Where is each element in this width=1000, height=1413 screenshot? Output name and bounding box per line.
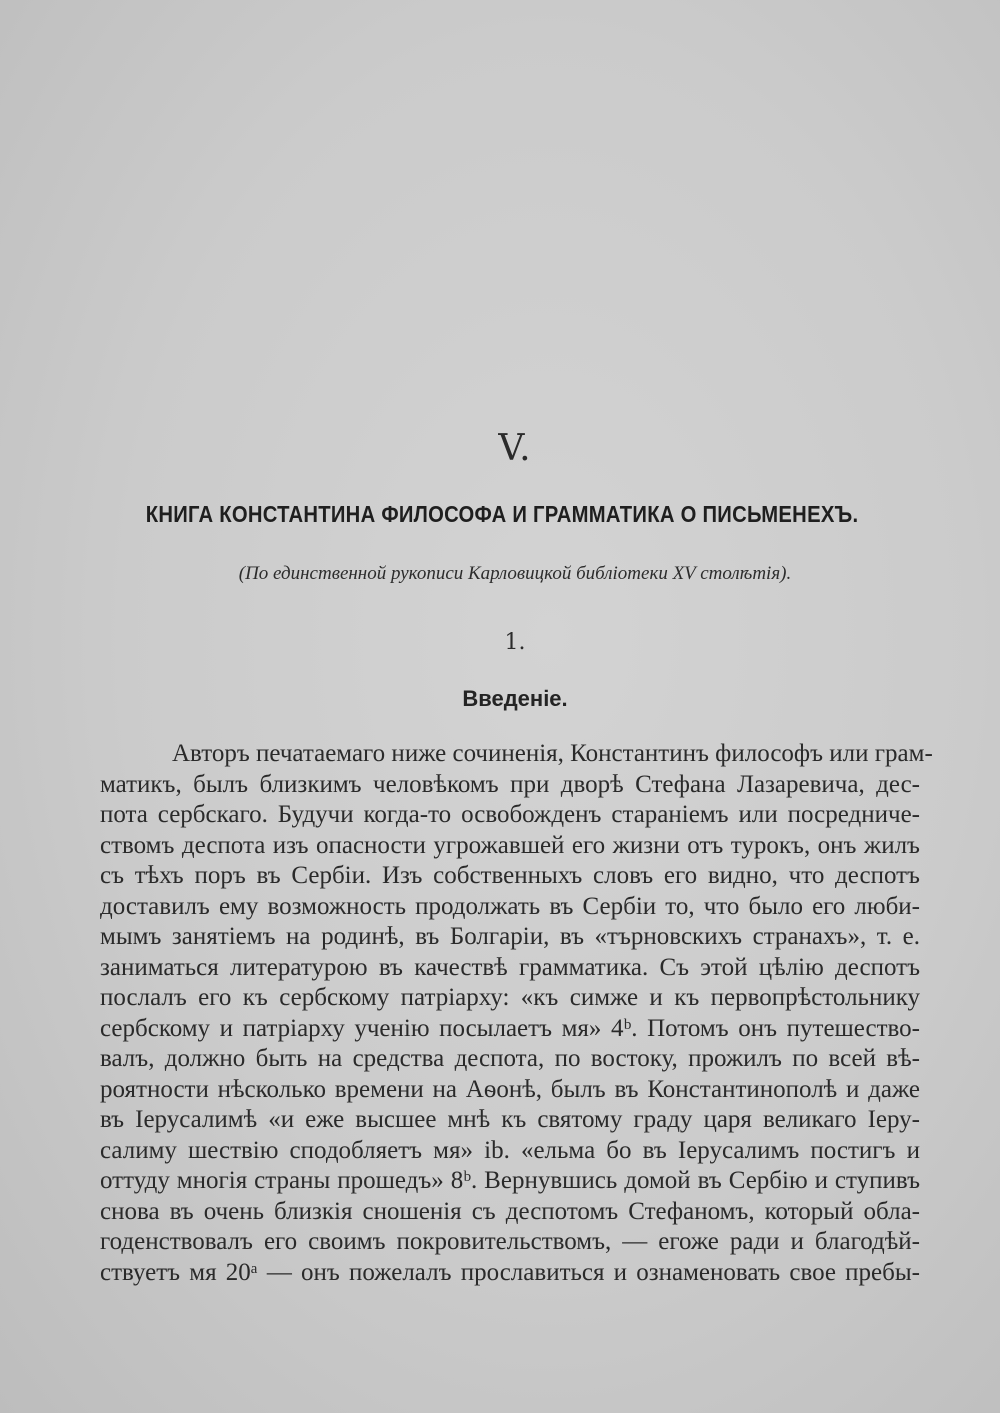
body-line: оттуду многія страны прошедъ» 8ᵇ. Вернувшись домой въ Сербію и ступивъ <box>100 1167 920 1194</box>
body-text <box>100 739 933 1288</box>
body-line: заниматься литературою въ качествѣ грамматика. Съ этой цѣлію деспотъ <box>100 953 920 981</box>
body-line: салиму шествію сподобляетъ мя» іb. «ельма бо въ Іерусалимъ постигъ и <box>100 1136 920 1164</box>
body-line: годенствовалъ его своимъ покровительствомъ, — егоже ради и благодѣй- <box>100 1228 920 1255</box>
section-heading: Введеніе. <box>462 686 568 711</box>
body-line: ствуетъ мя 20ᵃ — онъ пожелалъ прославиться и ознаменовать свое пребы- <box>100 1258 920 1286</box>
body-line: доставилъ ему возможность продолжать въ Сербіи то, что было его люби- <box>100 892 920 920</box>
body-line: роятности нѣсколько времени на Аѳонѣ, былъ въ Константинополѣ и даже <box>100 1075 920 1103</box>
body-line: въ Іерусалимѣ «и еже высшее мнѣ къ святому граду царя великаго Іеру- <box>100 1106 920 1133</box>
body-line: сербскому и патріарху ученію посылаетъ мя» 4ᵇ. Потомъ онъ путешество- <box>100 1014 920 1042</box>
body-line: пота сербскаго. Будучи когда-то освобожденъ стараніемъ или посредниче- <box>100 801 920 828</box>
chapter-number: 1. <box>504 630 526 655</box>
body-line: мымъ занятіемъ на родинѣ, въ Болгаріи, въ «търновскихъ странахъ», т. е. <box>100 923 920 950</box>
document-title: КНИГА КОНСТАНТИНА ФИЛОСОФА И ГРАММАТИКА О ПИСЬМЕНЕХЪ. <box>145 501 859 527</box>
body-line: Авторъ печатаемаго ниже сочиненія, Константинъ философъ или грам- <box>172 740 933 767</box>
body-line: снова въ очень близкія сношенія съ деспотомъ Стефаномъ, который обла- <box>100 1197 920 1225</box>
body-line: валъ, должно быть на средства деспота, по востоку, прожилъ по всей вѣ- <box>100 1045 920 1072</box>
document-subtitle: (По единственной рукописи Карловицкой библіотеки XV столѣтія). <box>238 563 792 584</box>
body-line: ствомъ деспота изъ опасности угрожавшей его жизни отъ турокъ, онъ жилъ <box>100 831 920 859</box>
body-line: послалъ его къ сербскому патріарху: «къ симже и къ первопрѣстольнику <box>100 984 920 1011</box>
section-numeral: V. <box>498 428 532 469</box>
body-line: съ тѣхъ поръ въ Сербіи. Изъ собственныхъ словъ его видно, что деспотъ <box>100 862 920 889</box>
body-line: матикъ, былъ близкимъ человѣкомъ при дворѣ Стефана Лазаревича, дес- <box>100 770 920 798</box>
